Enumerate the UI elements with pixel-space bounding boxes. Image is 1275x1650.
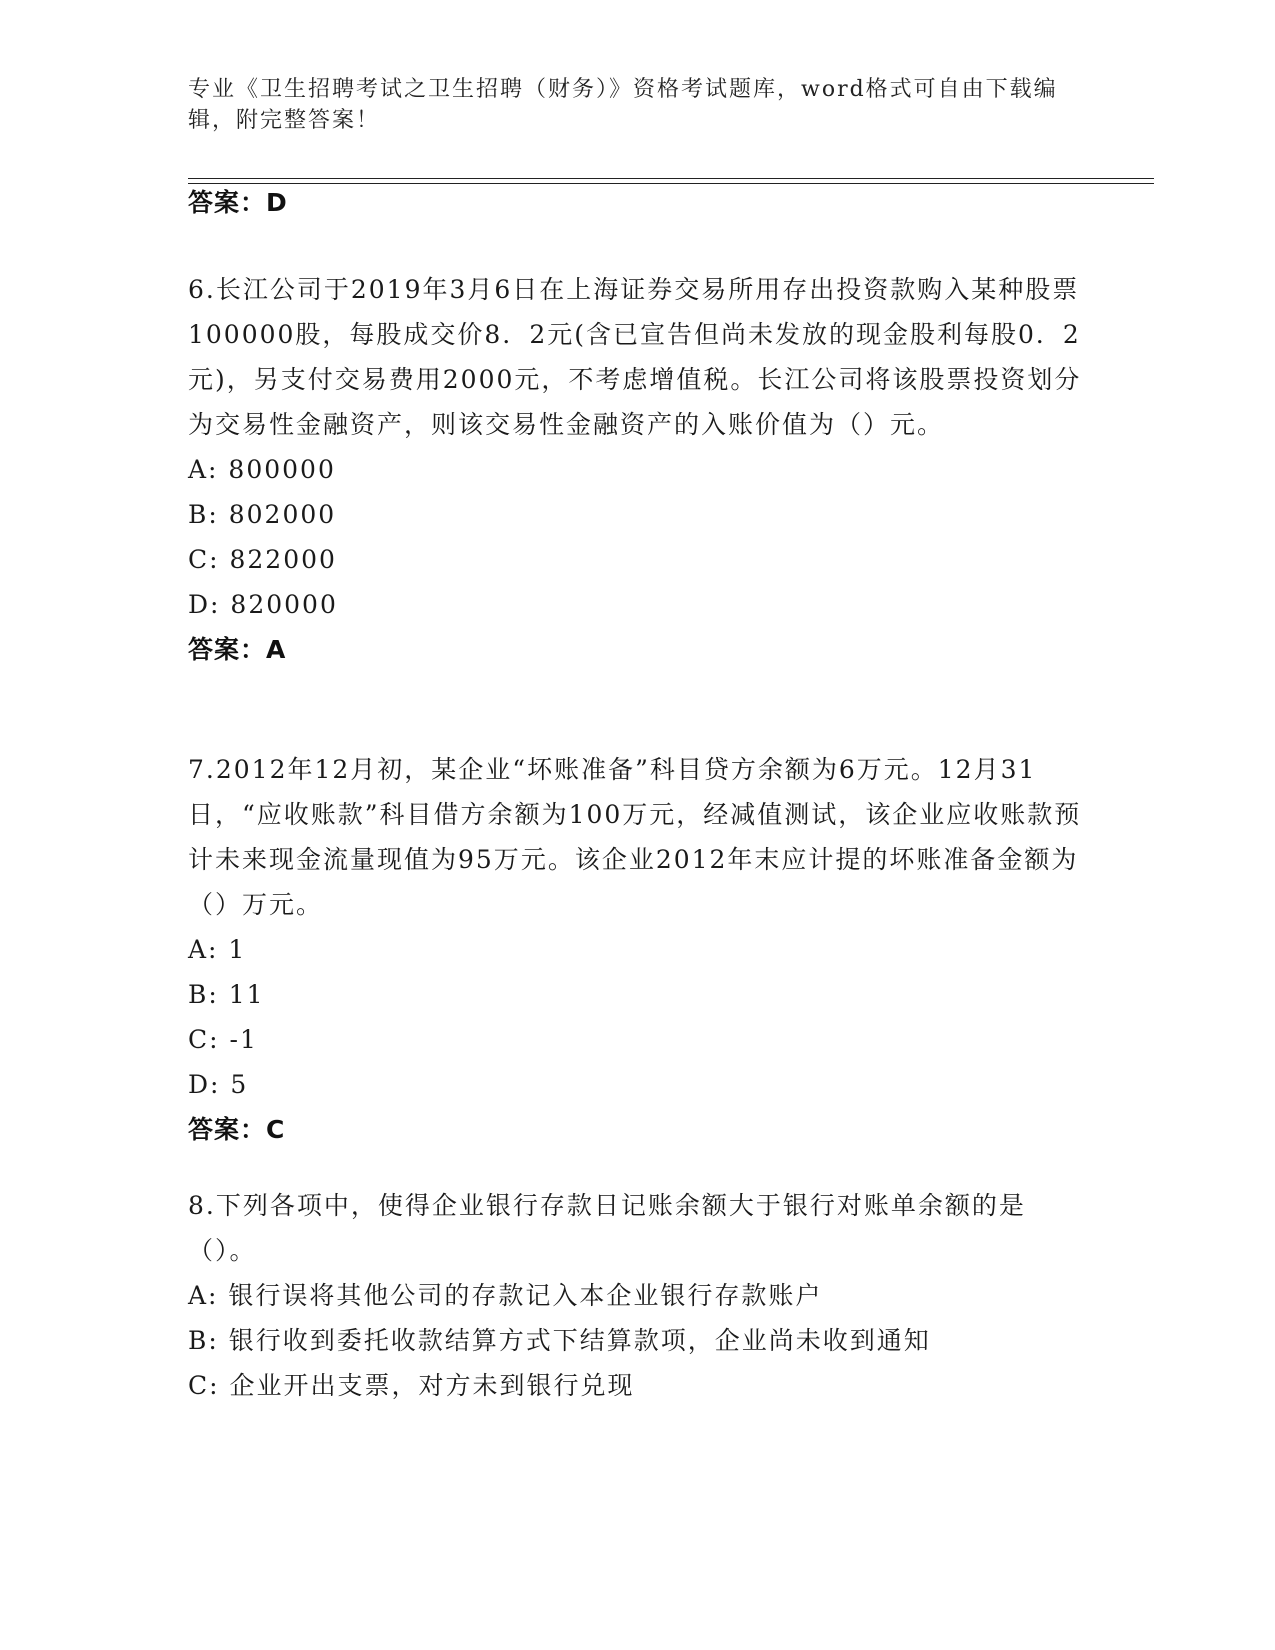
option-b: B: 802000 — [188, 500, 337, 529]
header-divider-top — [188, 178, 1154, 179]
question-8 — [188, 1183, 1088, 1408]
option-c: C: 822000 — [188, 545, 337, 574]
question-stem: 7.2012年12月初，某企业“坏账准备”科目贷方余额为6万元。12月31日，“应收账款”科目借方余额为100万元，经减值测试，该企业应收账款预计未来现金流量现值为95万元。该企业2012年末应计提的坏账准备金额为（）万元。 — [188, 755, 1082, 919]
option-a: A: 1 — [188, 935, 247, 964]
option-c: C: 企业开出支票，对方未到银行兑现 — [188, 1371, 635, 1400]
previous-answer-block — [188, 180, 1088, 225]
option-a: A: 银行误将其他公司的存款记入本企业银行存款账户 — [188, 1281, 823, 1310]
option-c: C: -1 — [188, 1025, 258, 1054]
answer-label: 答案：D — [188, 188, 288, 217]
option-b: B: 银行收到委托收款结算方式下结算款项，企业尚未收到通知 — [188, 1326, 931, 1355]
question-stem: 8.下列各项中，使得企业银行存款日记账余额大于银行对账单余额的是（）。 — [188, 1191, 1026, 1265]
option-a: A: 800000 — [188, 455, 336, 484]
option-d: D: 820000 — [188, 590, 338, 619]
page-header: 专业《卫生招聘考试之卫生招聘（财务）》资格考试题库，word格式可自由下载编辑，附完整答案！ — [188, 77, 1058, 133]
option-b: B: 11 — [188, 980, 265, 1009]
question-6 — [188, 267, 1088, 672]
answer-label: 答案：A — [188, 635, 287, 664]
question-7 — [188, 747, 1088, 1152]
option-d: D: 5 — [188, 1070, 249, 1099]
answer-label: 答案：C — [188, 1115, 286, 1144]
question-stem: 6.长江公司于2019年3月6日在上海证券交易所用存出投资款购入某种股票100000股，每股成交价8．2元(含已宣告但尚未发放的现金股利每股0．2元)，另支付交易费用2000元，不考虑增值税。长江公司将该股票投资划分为交易性金融资产，则该交易性金融资产的入账价值为（）元。 — [188, 275, 1082, 439]
